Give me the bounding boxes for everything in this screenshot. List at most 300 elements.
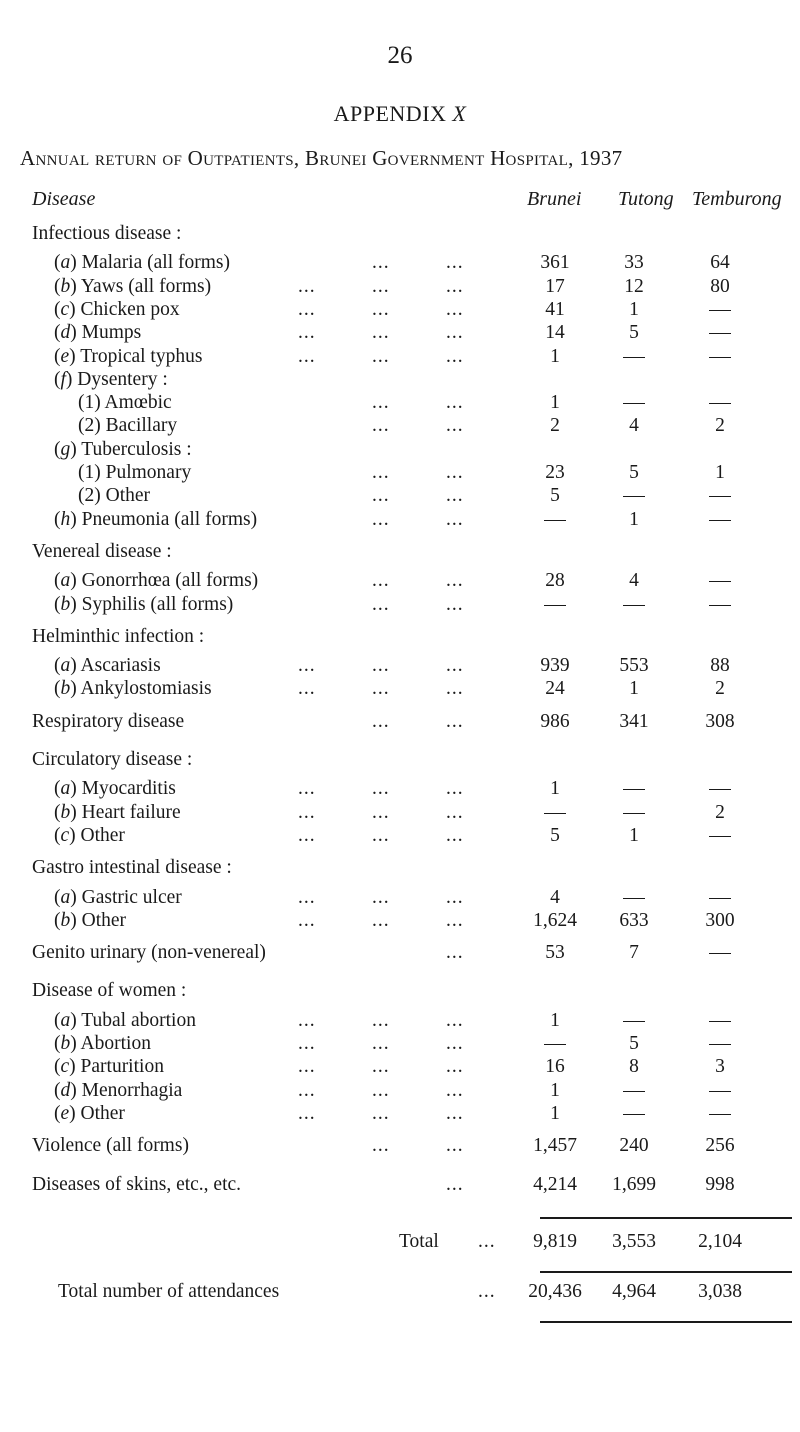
leader-dots: ...: [478, 1280, 496, 1302]
leader-dots: ...: [372, 1056, 390, 1078]
dash-mark: [709, 496, 731, 497]
cell-value: 1: [629, 678, 639, 700]
dash-mark: [709, 605, 731, 606]
cell-value: 1: [550, 1009, 560, 1031]
leader-dots: ...: [446, 462, 464, 483]
sum-rule: [700, 1271, 792, 1273]
cell-value: [675, 1080, 765, 1102]
leader-dots: ...: [298, 909, 316, 931]
cell-value: 80: [710, 275, 730, 297]
cell-value: 2: [715, 801, 725, 823]
cell-value: 7: [629, 942, 639, 964]
leader-dots: ...: [446, 778, 464, 800]
row-label: [32, 1135, 189, 1157]
cell-value: 1,624: [533, 909, 577, 931]
leader-dots: ...: [372, 1135, 390, 1157]
row-prefix: (b): [54, 593, 82, 615]
row-label-text: Disease of women :: [32, 980, 187, 1002]
row-label: [32, 541, 172, 563]
leader-dots: ...: [372, 462, 390, 483]
row-prefix: (h): [54, 508, 82, 530]
dash-mark: [709, 1114, 731, 1115]
row-label: [54, 887, 182, 909]
cell-value: 2,104: [698, 1230, 742, 1252]
row-label: [32, 749, 192, 771]
dash-mark: [544, 813, 566, 814]
cell-value: 341: [619, 710, 649, 732]
dash-mark: [544, 1044, 566, 1045]
cell-value: 5: [629, 322, 639, 344]
leader-dots: ...: [372, 801, 390, 823]
row-prefix: (c): [54, 824, 81, 846]
cell-value: [675, 346, 765, 368]
leader-dots: ...: [372, 778, 390, 800]
row-label-text: Violence (all forms): [32, 1135, 189, 1157]
row-label-text: Gonorrhœa (all forms): [81, 570, 259, 592]
row-label: [78, 485, 150, 507]
row-prefix: (b): [54, 1033, 81, 1054]
row-prefix: (b): [54, 801, 82, 823]
row-label: [54, 322, 141, 344]
appendix-word: APPENDIX: [333, 101, 447, 126]
sum-rule: [615, 1271, 708, 1273]
table-row: [0, 980, 800, 1010]
row-label-text: Pneumonia (all forms): [81, 508, 258, 530]
leader-dots: ...: [372, 1102, 390, 1124]
dash-mark: [709, 310, 731, 311]
cell-value: 1: [715, 462, 725, 483]
row-label: [54, 299, 180, 321]
dash-mark: [623, 357, 645, 358]
dash-mark: [709, 520, 731, 521]
cell-value: 53: [545, 942, 565, 964]
row-label-text: Infectious disease :: [32, 223, 182, 244]
dash-mark: [623, 496, 645, 497]
row-prefix: (f): [54, 368, 78, 390]
cell-value: [675, 1033, 765, 1055]
row-label-text: Other: [80, 824, 125, 846]
leader-dots: ...: [446, 710, 464, 732]
row-prefix: (b): [54, 909, 82, 931]
leader-dots: ...: [446, 942, 464, 964]
row-label: [54, 678, 212, 700]
cell-value: 1: [550, 345, 560, 367]
row-label: [54, 1103, 125, 1125]
row-label-text: Bacillary: [105, 415, 178, 437]
leader-dots: ...: [372, 275, 390, 297]
cell-value: 4,214: [533, 1173, 577, 1195]
cell-value: [675, 1010, 765, 1032]
leader-dots: ...: [446, 252, 464, 274]
row-prefix: (a): [54, 886, 82, 908]
row-prefix: (d): [54, 1079, 82, 1101]
leader-dots: ...: [372, 485, 390, 507]
leader-dots: ...: [478, 1230, 496, 1252]
table-row: [0, 541, 800, 571]
cell-value: [589, 346, 679, 368]
row-prefix: (2): [78, 415, 106, 437]
leader-dots: ...: [372, 678, 390, 700]
row-prefix: (1): [78, 392, 105, 414]
attendances-row: [0, 1281, 800, 1311]
cell-value: 5: [550, 485, 560, 507]
cell-value: 1: [550, 392, 560, 414]
leader-dots: ...: [298, 275, 316, 297]
cell-value: 998: [705, 1173, 735, 1195]
cell-value: [675, 594, 765, 616]
leader-dots: ...: [372, 886, 390, 908]
cell-value: [589, 594, 679, 616]
row-label: [54, 802, 181, 824]
table-row: [0, 1103, 800, 1133]
row-label: [54, 778, 176, 800]
dash-mark: [709, 357, 731, 358]
row-label: [54, 655, 161, 677]
row-label-text: Other: [80, 1102, 125, 1124]
cell-value: 1: [629, 508, 639, 530]
row-label-text: Syphilis (all forms): [81, 593, 234, 615]
row-prefix: (c): [54, 298, 81, 320]
cell-value: 1: [629, 824, 639, 846]
cell-value: 64: [710, 252, 730, 274]
table-title: Annual return of Outpatients, Brunei Government Hospital, 1937: [20, 146, 623, 170]
leader-dots: ...: [298, 886, 316, 908]
dash-mark: [709, 898, 731, 899]
row-label: [54, 276, 211, 298]
dash-mark: [623, 1021, 645, 1022]
row-label-text: Tropical typhus: [80, 345, 203, 367]
leader-dots: ...: [372, 824, 390, 846]
dash-mark: [709, 1091, 731, 1092]
cell-value: 308: [705, 710, 735, 732]
leader-dots: ...: [446, 678, 464, 700]
table-row: [0, 1174, 800, 1204]
row-label: [32, 626, 204, 648]
cell-value: 28: [545, 570, 565, 592]
row-label-text: Myocarditis: [81, 778, 176, 800]
cell-value: 17: [545, 275, 565, 297]
row-label: [54, 439, 192, 461]
row-prefix: (e): [54, 1102, 81, 1124]
leader-dots: ...: [372, 710, 390, 732]
row-label-text: Helminthic infection :: [32, 625, 205, 647]
cell-value: 1: [550, 778, 560, 800]
row-label: [32, 711, 184, 733]
leader-dots: ...: [372, 909, 390, 931]
table-row: [0, 678, 800, 708]
leader-dots: ...: [298, 678, 316, 700]
dash-mark: [709, 789, 731, 790]
cell-value: 5: [629, 462, 639, 483]
cell-value: 14: [545, 322, 565, 344]
cell-value: 4: [550, 886, 560, 908]
row-prefix: (a): [54, 570, 82, 592]
cell-value: 986: [540, 710, 570, 732]
leader-dots: ...: [446, 1135, 464, 1157]
dash-mark: [623, 1114, 645, 1115]
row-label-text: Pulmonary: [105, 462, 192, 483]
row-prefix: (1): [78, 462, 106, 483]
cell-value: [675, 570, 765, 592]
leader-dots: ...: [446, 1056, 464, 1078]
leader-dots: ...: [372, 1009, 390, 1031]
dash-mark: [623, 789, 645, 790]
cell-value: 633: [619, 909, 649, 931]
leader-dots: ...: [446, 508, 464, 530]
cell-value: [675, 887, 765, 909]
cell-value: [589, 1103, 679, 1125]
leader-dots: ...: [372, 1079, 390, 1101]
leader-dots: ...: [446, 886, 464, 908]
row-label-text: Gastro intestinal disease :: [32, 857, 232, 879]
row-label: [54, 509, 257, 531]
dash-mark: [623, 1091, 645, 1092]
row-label: [32, 223, 181, 245]
row-label-text: Other: [81, 909, 127, 931]
row-label: [78, 462, 191, 484]
header-disease: Disease: [32, 188, 96, 210]
row-label: [54, 825, 125, 847]
sum-rule: [615, 1217, 708, 1219]
table-row: [0, 857, 800, 887]
row-label-text: Mumps: [81, 322, 142, 344]
row-prefix: (a): [54, 655, 81, 677]
dash-mark: [709, 581, 731, 582]
row-label: [54, 252, 230, 274]
cell-value: [589, 887, 679, 909]
cell-value: 3,553: [612, 1230, 656, 1252]
cell-value: 1: [550, 1102, 560, 1124]
row-label: [54, 369, 168, 391]
cell-value: 4: [629, 570, 639, 592]
row-label-text: Respiratory disease: [32, 710, 185, 732]
leader-dots: ...: [446, 570, 464, 592]
dash-mark: [709, 953, 731, 954]
table-row: [0, 942, 800, 972]
row-label-text: Chicken pox: [80, 298, 180, 320]
dash-mark: [623, 813, 645, 814]
row-label-text: Other: [105, 485, 151, 507]
cell-value: 2: [715, 415, 725, 437]
cell-value: [589, 485, 679, 507]
cell-value: [589, 1080, 679, 1102]
row-prefix: (a): [54, 1009, 82, 1031]
page-number: 26: [387, 42, 413, 69]
leader-dots: ...: [298, 1079, 316, 1101]
cell-value: 4,964: [612, 1280, 656, 1302]
row-prefix: (b): [54, 275, 81, 297]
leader-dots: ...: [446, 275, 464, 297]
sum-rule: [700, 1217, 792, 1219]
table-row: [0, 825, 800, 855]
header-tutong: Tutong: [618, 188, 674, 210]
cell-value: [675, 942, 765, 964]
leader-dots: ...: [372, 570, 390, 592]
row-label: [54, 1010, 196, 1032]
leader-dots: ...: [446, 1009, 464, 1031]
row-label: [54, 1033, 151, 1055]
leader-dots: ...: [298, 1056, 316, 1078]
dash-mark: [709, 403, 731, 404]
cell-value: [589, 1010, 679, 1032]
leader-dots: ...: [446, 824, 464, 846]
leader-dots: ...: [298, 655, 316, 677]
leader-dots: ...: [372, 508, 390, 530]
row-label-text: Diseases of skins, etc., etc.: [32, 1173, 242, 1195]
cell-value: [589, 802, 679, 824]
dash-mark: [623, 605, 645, 606]
cell-value: [675, 485, 765, 507]
cell-value: 2: [715, 678, 725, 700]
row-label-text: Ascariasis: [80, 655, 161, 677]
cell-value: 3,038: [698, 1280, 742, 1302]
cell-value: 41: [545, 298, 565, 320]
cell-value: 12: [624, 275, 644, 297]
cell-value: 8: [629, 1056, 639, 1078]
cell-value: 553: [619, 655, 649, 677]
table-row: [0, 1135, 800, 1165]
leader-dots: ...: [372, 298, 390, 320]
cell-value: 240: [619, 1135, 649, 1157]
cell-value: 16: [545, 1056, 565, 1078]
row-label: [32, 857, 232, 879]
row-label-text: Amœbic: [104, 392, 172, 414]
leader-dots: ...: [298, 1009, 316, 1031]
cell-value: [675, 825, 765, 847]
row-label: [54, 910, 126, 932]
leader-dots: ...: [372, 415, 390, 437]
dash-mark: [544, 605, 566, 606]
leader-dots: ...: [372, 322, 390, 344]
cell-value: 5: [629, 1033, 639, 1054]
leader-dots: ...: [446, 1033, 464, 1054]
leader-dots: ...: [446, 655, 464, 677]
cell-value: 1,699: [612, 1173, 656, 1195]
cell-value: 1,457: [533, 1135, 577, 1157]
leader-dots: ...: [446, 415, 464, 437]
leader-dots: ...: [446, 909, 464, 931]
row-prefix: (e): [54, 345, 81, 367]
cell-value: 256: [705, 1135, 735, 1157]
dash-mark: [709, 333, 731, 334]
row-label: [32, 980, 186, 1002]
cell-value: [589, 392, 679, 414]
appendix-letter: X: [452, 101, 467, 126]
dash-mark: [709, 836, 731, 837]
sum-rule: [700, 1321, 792, 1323]
table-row: [0, 910, 800, 940]
row-prefix: (c): [54, 1056, 81, 1078]
row-label: [54, 1080, 182, 1102]
cell-value: [510, 802, 600, 824]
row-label-text: Tubal abortion: [81, 1009, 196, 1031]
row-label: [54, 1056, 164, 1078]
table-row: [0, 509, 800, 539]
row-label-text: Tuberculosis :: [81, 438, 192, 460]
leader-dots: ...: [372, 252, 390, 274]
row-label-text: Ankylostomiasis: [80, 678, 212, 700]
leader-dots: ...: [446, 593, 464, 615]
leader-dots: ...: [298, 298, 316, 320]
cell-value: 33: [624, 252, 644, 274]
cell-value: 24: [545, 678, 565, 700]
table-row: [0, 626, 800, 656]
leader-dots: ...: [446, 345, 464, 367]
table-row: [0, 711, 800, 741]
row-label-text: Circulatory disease :: [32, 749, 193, 770]
leader-dots: ...: [372, 593, 390, 615]
row-label-text: Malaria (all forms): [81, 252, 230, 274]
row-label-text: Heart failure: [81, 801, 181, 823]
row-label: [54, 594, 233, 616]
leader-dots: ...: [372, 345, 390, 367]
leader-dots: ...: [372, 1033, 390, 1054]
cell-value: 88: [710, 655, 730, 677]
cell-value: 939: [540, 655, 570, 677]
row-label-text: Yaws (all forms): [80, 275, 212, 297]
leader-dots: ...: [298, 801, 316, 823]
leader-dots: ...: [298, 1033, 316, 1054]
cell-value: 20,436: [528, 1280, 582, 1302]
row-label-text: Abortion: [80, 1033, 151, 1054]
dash-mark: [709, 1044, 731, 1045]
cell-value: [675, 509, 765, 531]
cell-value: 361: [540, 252, 570, 274]
row-label: [78, 392, 172, 414]
cell-value: [675, 778, 765, 800]
row-label-text: Genito urinary (non-venereal): [32, 942, 266, 964]
cell-value: 300: [705, 909, 735, 931]
table-row: [0, 223, 800, 253]
row-prefix: (a): [54, 252, 82, 274]
row-prefix: (g): [54, 438, 82, 460]
leader-dots: ...: [446, 298, 464, 320]
cell-value: 3: [715, 1056, 725, 1078]
leader-dots: ...: [446, 801, 464, 823]
cell-value: [589, 778, 679, 800]
leader-dots: ...: [298, 824, 316, 846]
cell-value: [510, 509, 600, 531]
cell-value: [675, 322, 765, 344]
dash-mark: [623, 403, 645, 404]
cell-value: 23: [545, 462, 565, 483]
leader-dots: ...: [298, 1102, 316, 1124]
row-label: [78, 415, 177, 437]
row-label: [54, 346, 202, 368]
cell-value: [510, 594, 600, 616]
leader-dots: ...: [446, 1079, 464, 1101]
row-label: [32, 1174, 241, 1196]
cell-value: 5: [550, 824, 560, 846]
leader-dots: ...: [298, 322, 316, 344]
total-label: Total: [399, 1230, 439, 1252]
leader-dots: ...: [446, 485, 464, 507]
row-prefix: (a): [54, 778, 82, 800]
leader-dots: ...: [446, 1102, 464, 1124]
leader-dots: ...: [446, 1173, 464, 1195]
row-label-text: Gastric ulcer: [81, 886, 182, 908]
row-prefix: (b): [54, 678, 81, 700]
row-label-text: Parturition: [80, 1056, 164, 1078]
leader-dots: ...: [372, 392, 390, 414]
sum-rule: [615, 1321, 708, 1323]
row-label: [32, 942, 266, 964]
leader-dots: ...: [298, 778, 316, 800]
header-brunei: Brunei: [527, 188, 582, 210]
leader-dots: ...: [446, 392, 464, 414]
row-label-text: Menorrhagia: [81, 1079, 183, 1101]
row-prefix: (2): [78, 485, 106, 507]
